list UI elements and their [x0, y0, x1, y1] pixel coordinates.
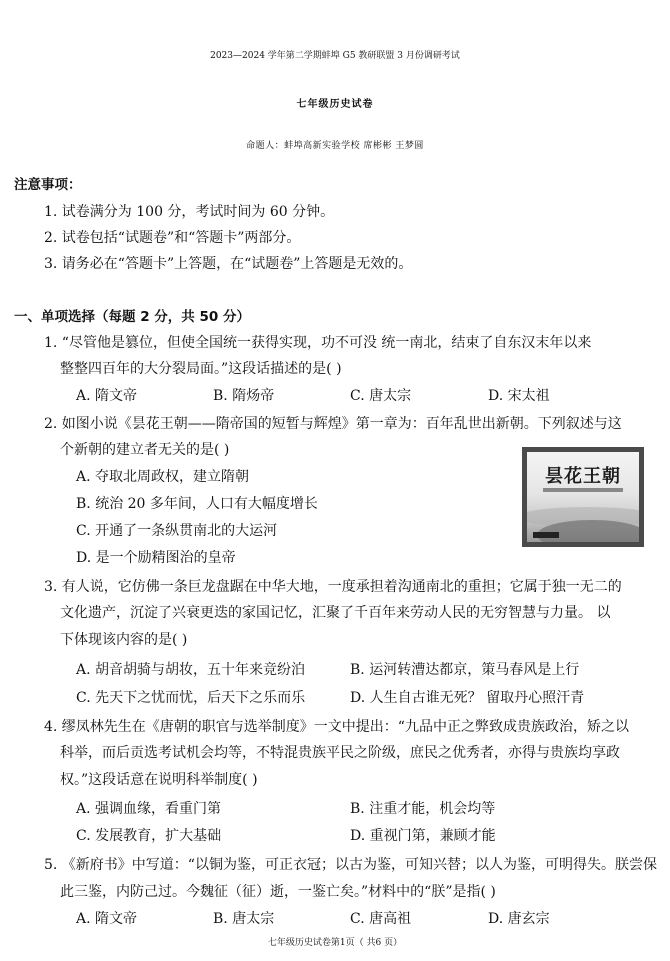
q3-option-b: B. 运河转漕达都京，策马春风是上行 [350, 662, 580, 678]
q4-option-d: D. 重视门第，兼顾才能 [350, 828, 496, 844]
question-3-line-1: 3. 有人说，它仿佛一条巨龙盘踞在中华大地，一度承担着沟通南北的重担；它属于独一无二的 [44, 579, 622, 595]
question-3-line-3: 下体现该内容的是( ) [60, 632, 188, 648]
question-2-line-1: 2. 如图小说《昙花王朝——隋帝国的短暂与辉煌》第一章为：百年乱世出新朝。下列叙述与这 [44, 416, 622, 432]
q2-option-b: B. 统治 20 多年间，人口有大幅度增长 [76, 496, 318, 512]
q4-option-b: B. 注重才能，机会均等 [350, 801, 496, 817]
question-5-line-2: 此三鉴，内防己过。今魏征（征）逝，一鉴亡矣。”材料中的“朕”是指( ) [60, 884, 496, 900]
question-5-line-1: 5. 《新府书》中写道：“以铜为鉴，可正衣冠；以古为鉴，可知兴替；以人为鉴，可明得失。朕尝保 [44, 857, 657, 873]
question-1-line-2: 整整四百年的大分裂局面。”这段话描述的是( ) [60, 361, 342, 377]
question-4-line-1: 4. 缪凤林先生在《唐朝的职官与选举制度》一文中提出：“九品中正之弊致成贵族政治，矫之以 [44, 719, 629, 735]
cover-publisher-mark [533, 532, 559, 538]
q5-option-c: C. 唐高祖 [350, 911, 412, 927]
question-4-line-2: 科举，而后贡选考试机会均等，不特混贵族平民之阶级，庶民之优秀者，亦得与贵族均享政 [60, 745, 620, 761]
notice-item-3: 3. 请务必在“答题卡”上答题，在“试题卷”上答题是无效的。 [44, 256, 413, 272]
q5-option-a: A. 隋文帝 [76, 911, 138, 927]
question-2-line-2: 个新朝的建立者无关的是( ) [60, 442, 230, 458]
q4-option-c: C. 发展教育，扩大基础 [76, 828, 222, 844]
question-3-line-2: 文化遗产，沉淀了兴衰更迭的家国记忆，汇聚了千百年来劳动人民的无穷智慧与力量。 以 [60, 605, 611, 621]
book-cover-title: 昙花王朝 [545, 466, 621, 487]
question-1-line-1: 1. “尽管他是篡位，但使全国统一获得实现，功不可没 统一南北，结束了自东汉末年以来 [44, 335, 592, 351]
q1-option-b: B. 隋炀帝 [213, 388, 275, 404]
q4-option-a: A. 强调血缘，看重门第 [76, 801, 222, 817]
exam-title: 2023—2024 学年第二学期蚌埠 G5 教研联盟 3 月份调研考试 [210, 51, 460, 61]
paper-subtitle: 七年级历史试卷 [296, 99, 374, 110]
question-4-line-3: 权。”这段话意在说明科举制度( ) [60, 772, 258, 788]
q3-option-a: A. 胡音胡骑与胡妆，五十年来竞纷泊 [76, 662, 306, 678]
q5-option-b: B. 唐太宗 [213, 911, 275, 927]
q2-option-a: A. 夺取北周政权，建立隋朝 [76, 469, 250, 485]
q3-option-d: D. 人生自古谁无死？ 留取丹心照汗青 [350, 690, 585, 706]
notice-item-2: 2. 试卷包括“试题卷”和“答题卡”两部分。 [44, 230, 301, 246]
q2-option-d: D. 是一个励精图治的皇帝 [76, 550, 236, 566]
q3-option-c: C. 先天下之忧而忧，后天下之乐而乐 [76, 690, 306, 706]
page-footer: 七年级历史试卷第1页（ 共6 页） [267, 938, 403, 948]
q1-option-a: A. 隋文帝 [76, 388, 138, 404]
book-cover-subtitle-bar [543, 488, 623, 492]
section-heading: 一、单项选择（每题 2 分，共 50 分） [14, 309, 250, 325]
book-cover-art [527, 452, 639, 542]
notice-item-1: 1. 试卷满分为 100 分，考试时间为 60 分钟。 [44, 204, 335, 220]
authors-line: 命题人：蚌埠高新实验学校 席彬彬 王梦圆 [246, 141, 424, 151]
q1-option-d: D. 宋太祖 [488, 388, 550, 404]
q1-option-c: C. 唐太宗 [350, 388, 412, 404]
book-cover-image [522, 447, 644, 547]
q5-option-d: D. 唐玄宗 [488, 911, 550, 927]
notice-heading: 注意事项： [14, 177, 82, 193]
q2-option-c: C. 开通了一条纵贯南北的大运河 [76, 523, 278, 539]
